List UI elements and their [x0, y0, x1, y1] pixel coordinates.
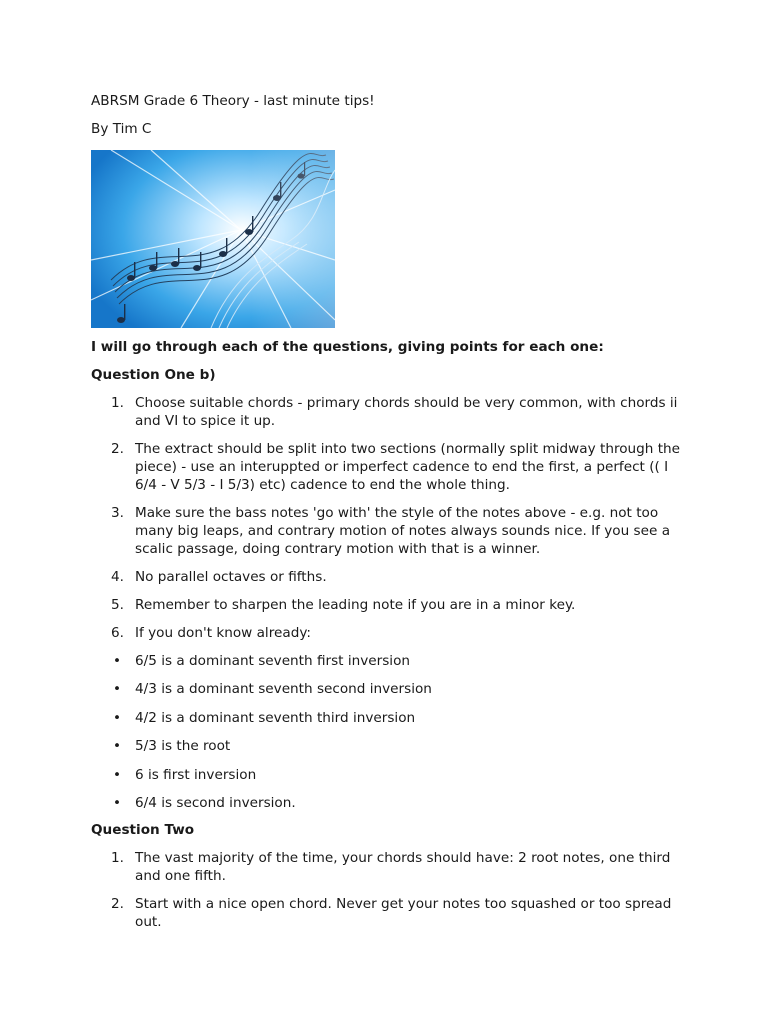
bullet-item: [91, 794, 691, 812]
bullet-icon: •: [113, 709, 122, 726]
list-number: 5.: [111, 597, 124, 613]
bullet-icon: •: [113, 766, 122, 783]
list-item: [91, 849, 691, 885]
music-swirl-image: [91, 150, 335, 328]
list-item: [91, 394, 691, 430]
list-item-text: If you don't know already:: [135, 625, 311, 641]
bullet-item: [91, 737, 691, 755]
question-two-heading: Question Two: [91, 822, 195, 838]
list-item-text: No parallel octaves or fifths.: [135, 569, 327, 585]
author-line: By Tim C: [91, 121, 152, 137]
bullet-icon: •: [113, 794, 122, 811]
bullet-item: [91, 766, 691, 784]
list-item: [91, 504, 691, 558]
list-number: 3.: [111, 505, 124, 521]
list-item: [91, 895, 691, 931]
bullet-item-text: 4/2 is a dominant seventh third inversion: [135, 709, 416, 726]
intro-heading: I will go through each of the questions, giving points for each one:: [91, 339, 604, 355]
question-one-list: [91, 394, 691, 822]
list-item-text: Make sure the bass notes 'go with' the style of the notes above - e.g. not too many big leaps, and contrary motion of notes always sounds nice. If you see a scalic passage, doing contrary motion with that is a winner.: [135, 505, 671, 557]
list-item: [91, 596, 691, 614]
list-item-text: Remember to sharpen the leading note if you are in a minor key.: [135, 597, 576, 613]
list-number: 2.: [111, 896, 124, 912]
bullet-item-text: 6 is first inversion: [135, 766, 257, 783]
list-item-text: The vast majority of the time, your chords should have: 2 root notes, one third and one fifth.: [135, 850, 671, 884]
list-number: 6.: [111, 625, 124, 641]
question-two-list: [91, 849, 691, 931]
bullet-item-text: 5/3 is the root: [135, 738, 231, 755]
list-item: [91, 440, 691, 494]
list-number: 4.: [111, 569, 124, 585]
bullet-icon: •: [113, 681, 122, 698]
document-title: ABRSM Grade 6 Theory - last minute tips!: [91, 93, 375, 109]
bullet-item-text: 6/5 is a dominant seventh first inversion: [135, 653, 411, 669]
list-item: [91, 568, 691, 586]
list-item-text: Choose suitable chords - primary chords should be very common, with chords ii and VI to spice it up.: [135, 395, 678, 429]
list-item-text: The extract should be split into two sections (normally split midway through the piece) - use an interuppted or imperfect cadence to end the first, a perfect (( I 6/4 - V 5/3 - I 5/3) etc) cadence to end the whole thing.: [135, 441, 681, 493]
bullet-icon: •: [113, 738, 122, 755]
list-number: 1.: [111, 850, 124, 866]
bullet-item: [91, 680, 691, 698]
list-item-text: Start with a nice open chord. Never get your notes too squashed or too spread out.: [135, 896, 672, 930]
bullet-item: [91, 652, 691, 670]
list-number: 1.: [111, 395, 124, 411]
bullet-icon: •: [113, 653, 122, 669]
list-number: 2.: [111, 441, 124, 457]
question-one-b-heading: Question One b): [91, 367, 216, 383]
bullet-item: [91, 709, 691, 727]
list-item: [91, 624, 691, 642]
bullet-item-text: 6/4 is second inversion.: [135, 794, 296, 811]
bullet-item-text: 4/3 is a dominant seventh second inversion: [135, 681, 432, 698]
